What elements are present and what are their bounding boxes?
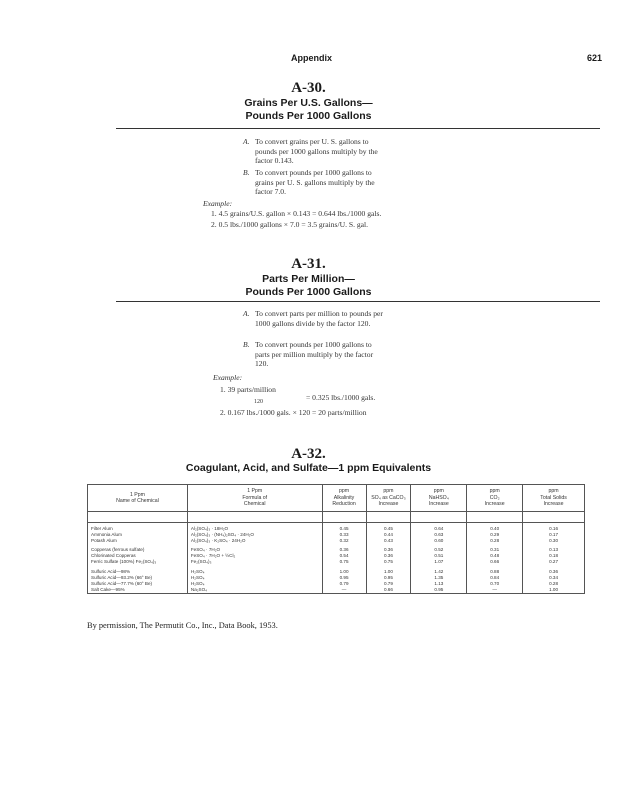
section-a31-example-1-result: = 0.325 lbs./1000 gals. <box>306 393 376 402</box>
cell-formula: H₂SO₄ <box>187 569 322 575</box>
section-a31-example-2: 2. 0.167 lbs./1000 gals. × 120 = 20 parts/million <box>220 408 367 417</box>
cell-so4: 0.36 <box>366 547 411 553</box>
page-number: 621 <box>587 53 603 63</box>
header-line: 1 Ppm <box>247 488 263 495</box>
cell-formula: Al₂(SO₄)₃ · 18H₂O <box>187 523 322 533</box>
cell-alkalinity: 0.75 <box>322 559 366 568</box>
section-a32-number: A-32. <box>291 446 326 462</box>
cell-formula: Al₂(SO₄)₃ · K₂SO₄ · 24H₂O <box>187 538 322 547</box>
column-header-chemical-name <box>88 485 188 512</box>
header-line: Name of Chemical <box>116 498 159 504</box>
cell-formula: Al₂(SO₄)₃ · (NH₄)₂SO₄ · 24H₂O <box>187 532 322 538</box>
section-a30-title-line-2: Pounds Per 1000 Gallons <box>245 110 372 122</box>
column-header-so4 <box>366 485 411 512</box>
equivalents-table <box>87 484 585 594</box>
column-header-formula <box>187 485 322 512</box>
column-header-nahso4 <box>411 485 467 512</box>
cell-nahso4: 1.13 <box>411 581 467 587</box>
header-line: ppm <box>548 488 559 495</box>
section-a30-example-1: 1. 4.5 grains/U.S. gallon × 0.143 = 0.644 lbs./1000 gals. <box>211 209 382 218</box>
cell-nahso4: 1.35 <box>411 575 467 581</box>
cell-nahso4: 0.64 <box>411 523 467 533</box>
column-header-total-solids <box>523 485 585 512</box>
header-line: ppm <box>338 488 350 495</box>
cell-name: Sulfuric Acid—93.2% (66° Be) <box>88 575 188 581</box>
header-line: Reduction <box>332 501 356 508</box>
header-line: Increase <box>378 501 399 508</box>
table-row <box>88 523 585 533</box>
table-row <box>88 538 585 547</box>
cell-total-solids: 0.28 <box>523 581 585 587</box>
cell-nahso4: 0.52 <box>411 547 467 553</box>
cell-alkalinity: 0.33 <box>322 532 366 538</box>
cell-total-solids: 0.27 <box>523 559 585 568</box>
header-line: Increase <box>484 501 505 508</box>
cell-nahso4: 0.63 <box>411 532 467 538</box>
cell-formula: FeSO₄ · 7H₂O <box>187 547 322 553</box>
cell-alkalinity: 0.45 <box>322 523 366 533</box>
header-line: Formula of <box>242 494 268 501</box>
cell-total-solids: 0.13 <box>523 547 585 553</box>
header-line: Alkalinity <box>333 494 355 501</box>
cell-so4: 0.95 <box>366 575 411 581</box>
item-letter: B. <box>243 340 250 349</box>
cell-nahso4: 0.60 <box>411 538 467 547</box>
cell-co2: 0.70 <box>467 581 523 587</box>
section-a30-rule <box>116 128 600 129</box>
section-a31-title-line-2: Pounds Per 1000 Gallons <box>245 286 372 298</box>
header-line: Increase <box>428 501 449 508</box>
section-a30-example-label: Example: <box>203 199 233 208</box>
section-a31-item-a <box>243 309 388 328</box>
cell-co2: — <box>467 587 523 594</box>
cell-name: Chlorinated Copperas <box>88 553 188 559</box>
cell-total-solids: 1.00 <box>523 587 585 594</box>
table-spacer-row <box>88 512 585 523</box>
cell-alkalinity: 0.36 <box>322 547 366 553</box>
item-letter: A. <box>243 137 250 146</box>
cell-formula: H₂SO₄ <box>187 581 322 587</box>
cell-name: Ferric Sulfate (100%) Fe₂(SO₄)₃ <box>88 559 188 568</box>
cell-co2: 0.48 <box>467 553 523 559</box>
cell-total-solids: 0.30 <box>523 538 585 547</box>
section-a31-rule <box>116 301 600 302</box>
item-text: To convert grains per U. S. gallons to pounds per 1000 gallons multiply by the factor 0.143. <box>255 137 378 165</box>
column-header-alkalinity <box>322 485 366 512</box>
table-header-row <box>88 485 585 512</box>
item-text: To convert pounds per 1000 gallons to parts per million multiply by the factor 120. <box>255 340 374 368</box>
cell-total-solids: 0.34 <box>523 575 585 581</box>
source-credit: By permission, The Permutit Co., Inc., Data Book, 1953. <box>87 621 278 630</box>
cell-formula: Fe₂(SO₄)₃ <box>187 559 322 568</box>
section-a30-title-line-1: Grains Per U.S. Gallons— <box>244 97 373 109</box>
header-line: SO₄ as CaCO₃ <box>371 494 406 501</box>
section-a30-item-b <box>243 168 388 197</box>
cell-nahso4: 1.42 <box>411 569 467 575</box>
cell-name: Copperas (ferrous sulfate) <box>88 547 188 553</box>
cell-so4: 0.75 <box>366 559 411 568</box>
header-line: NaHSO₄ <box>428 494 449 501</box>
cell-name: Sulfuric Acid—98% <box>88 569 188 575</box>
header-line: CO₂ <box>489 494 500 501</box>
cell-alkalinity: 0.54 <box>322 553 366 559</box>
section-a31-title-line-1: Parts Per Million— <box>262 273 355 285</box>
item-letter: A. <box>243 309 250 318</box>
cell-so4: 0.43 <box>366 538 411 547</box>
cell-so4: 0.45 <box>366 523 411 533</box>
cell-name: Salt Cake—95% <box>88 587 188 594</box>
column-header-co2 <box>467 485 523 512</box>
cell-total-solids: 0.17 <box>523 532 585 538</box>
header-line: Chemical <box>243 501 266 508</box>
cell-nahso4: 1.07 <box>411 559 467 568</box>
section-a31-number: A-31. <box>291 256 326 272</box>
cell-co2: 0.66 <box>467 559 523 568</box>
cell-so4: 0.36 <box>366 553 411 559</box>
item-text: To convert pounds per 1000 gallons to grains per U. S. gallons multiply by the factor 7.0. <box>255 168 375 196</box>
cell-alkalinity: — <box>322 587 366 594</box>
cell-alkalinity: 0.79 <box>322 581 366 587</box>
cell-name: Sulfuric Acid—77.7% (60° Be) <box>88 581 188 587</box>
section-a30-example-2: 2. 0.5 lbs./1000 gallons × 7.0 = 3.5 grains/U. S. gal. <box>211 220 369 229</box>
cell-so4: 1.00 <box>366 569 411 575</box>
cell-alkalinity: 0.32 <box>322 538 366 547</box>
section-a31-example-label: Example: <box>213 373 243 382</box>
cell-formula: FeSO₄ · 7H₂O + ½Cl₂ <box>187 553 322 559</box>
header-line: ppm <box>383 488 394 495</box>
cell-so4: 0.79 <box>366 581 411 587</box>
cell-co2: 0.88 <box>467 569 523 575</box>
cell-co2: 0.40 <box>467 523 523 533</box>
cell-total-solids: 0.16 <box>523 523 585 533</box>
cell-alkalinity: 1.00 <box>322 569 366 575</box>
cell-total-solids: 0.18 <box>523 553 585 559</box>
header-line: Increase <box>543 501 564 508</box>
cell-co2: 0.84 <box>467 575 523 581</box>
cell-so4: 0.44 <box>366 532 411 538</box>
cell-formula: H₂SO₄ <box>187 575 322 581</box>
section-a31-example-1-numerator: 1. 39 parts/million <box>220 385 276 394</box>
section-a30-number: A-30. <box>291 80 326 96</box>
cell-so4: 0.66 <box>366 587 411 594</box>
item-letter: B. <box>243 168 250 177</box>
cell-name: Filter Alum <box>88 523 188 533</box>
header-line: ppm <box>433 488 444 495</box>
table-row <box>88 587 585 594</box>
section-a30-item-a <box>243 137 388 166</box>
cell-name: Ammonia Alum <box>88 532 188 538</box>
running-head-title: Appendix <box>291 53 333 63</box>
section-a32-title: Coagulant, Acid, and Sulfate—1 ppm Equivalents <box>185 462 432 474</box>
section-a31-item-b <box>243 340 388 369</box>
cell-co2: 0.31 <box>467 547 523 553</box>
header-line: 1 Ppm <box>129 491 145 498</box>
cell-formula: Na₂SO₄ <box>187 587 322 594</box>
header-line: Total Solids <box>540 494 567 501</box>
header-line: ppm <box>489 488 500 495</box>
item-text: To convert parts per million to pounds per 1000 gallons divide by the factor 120. <box>255 309 383 328</box>
section-a31-example-1-denominator: 120 <box>254 399 263 405</box>
cell-alkalinity: 0.95 <box>322 575 366 581</box>
cell-total-solids: 0.36 <box>523 569 585 575</box>
cell-nahso4: 0.95 <box>411 587 467 594</box>
cell-name: Potash Alum <box>88 538 188 547</box>
cell-co2: 0.29 <box>467 532 523 538</box>
cell-co2: 0.28 <box>467 538 523 547</box>
table-row <box>88 559 585 568</box>
cell-nahso4: 0.51 <box>411 553 467 559</box>
